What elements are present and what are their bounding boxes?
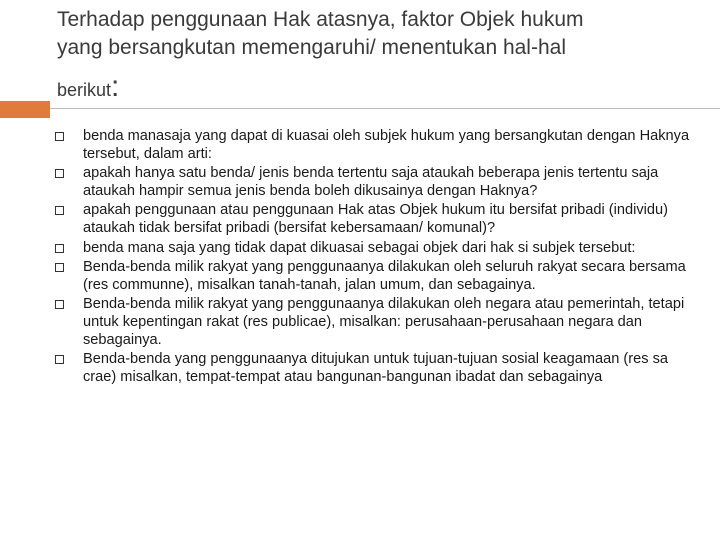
bullet-item — [54, 240, 690, 258]
bullet-text: Benda-benda milik rakyat yang penggunaanya dilakukan oleh seluruh rakyat secara bersama (res communne), misalkan tanah-tanah, jalan umum, dan sebagainya. — [83, 259, 686, 293]
hollow-square-icon — [55, 355, 64, 364]
bullet-list — [54, 128, 690, 388]
accent-bar — [0, 101, 50, 118]
hollow-square-icon — [55, 132, 64, 141]
hollow-square-icon — [55, 206, 64, 215]
hollow-square-icon — [55, 263, 64, 272]
title-line-3: berikut — [57, 80, 112, 100]
slide-title — [57, 6, 697, 104]
divider-line — [50, 108, 720, 109]
bullet-item — [54, 259, 690, 294]
bullet-text: Benda-benda milik rakyat yang penggunaanya dilakukan oleh negara atau pemerintah, tetapi untuk kepentingan rakat (res publicae), misalkan: perusahaan-perusahaan negara dan sebagainya. — [83, 296, 685, 348]
bullet-text: benda mana saja yang tidak dapat dikuasai sebagai objek dari hak si subjek tersebut: — [83, 239, 636, 256]
title-line-1: Terhadap penggunaan Hak atasnya, faktor Objek hukum — [57, 8, 584, 31]
title-colon: : — [111, 70, 120, 103]
bullet-item — [54, 351, 690, 386]
bullet-text: apakah hanya satu benda/ jenis benda tertentu saja ataukah beberapa jenis tertentu saja ataukah hampir semua jenis benda boleh dikusainya dengan Haknya? — [83, 165, 659, 199]
title-line-2: yang bersangkutan memengaruhi/ menentukan hal-hal — [57, 36, 566, 59]
bullet-item — [54, 202, 690, 237]
hollow-square-icon — [55, 169, 64, 178]
title-line-3-wrap — [57, 70, 697, 104]
hollow-square-icon — [55, 300, 64, 309]
bullet-item — [54, 128, 690, 163]
bullet-text: Benda-benda yang penggunaanya ditujukan untuk tujuan-tujuan sosial keagamaan (res sa crae) misalkan, tempat-tempat atau bangunan-bangunan ibadat dan sebagainya — [83, 351, 668, 385]
bullet-text: benda manasaja yang dapat di kuasai oleh subjek hukum yang bersangkutan dengan Haknya tersebut, dalam arti: — [83, 128, 690, 162]
bullet-text: apakah penggunaan atau penggunaan Hak atas Objek hukum itu bersifat pribadi (individu) ataukah tidak bersifat pribadi (bersifat kebersamaan/ komunal)? — [83, 202, 668, 236]
bullet-item — [54, 296, 690, 349]
bullet-item — [54, 165, 690, 200]
hollow-square-icon — [55, 244, 64, 253]
